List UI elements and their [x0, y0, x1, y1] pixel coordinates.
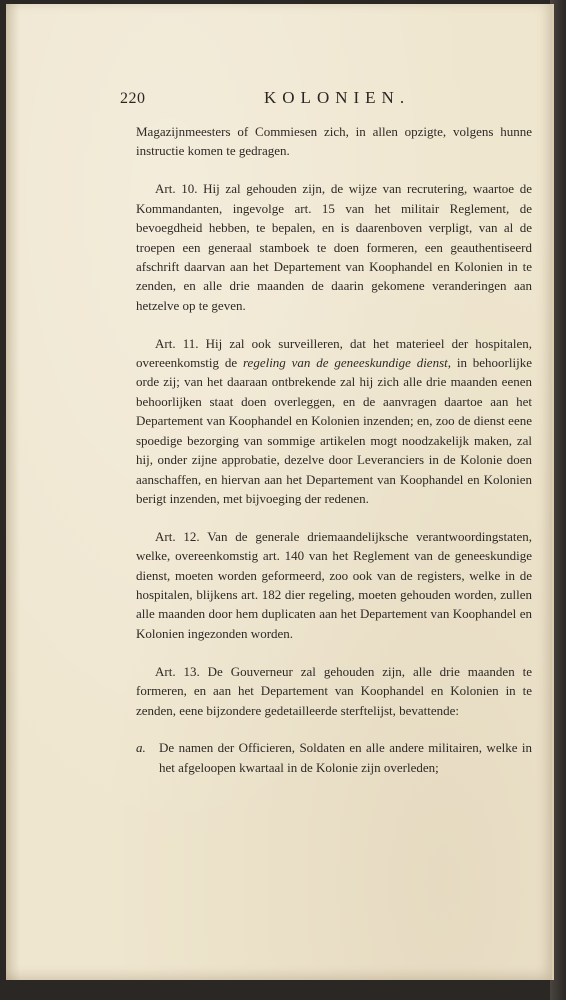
book-page: [6, 4, 554, 980]
body-text: [136, 122, 532, 777]
list-item-text: De namen der Officieren, Soldaten en alle andere militairen, welke in het afgeloopen kwartaal in de Kolonie zijn overleden;: [159, 740, 532, 775]
article-10: Art. 10. Hij zal gehouden zijn, de wijze van recrutering, waartoe de Kommandanten, ingevolge art. 15 van het militair Reglement, de bevoegdheid hebben, te bepalen, en is daarenboven verpligt, van al de troepen een generaal stamboek te doen formeren, een geauthentiseerd afschrift daarvan aan het Departement van Koophandel en Kolonien in te zenden, en alle drie maanden de daarin gekomene veranderingen aan hetzelve op te geven.: [136, 181, 532, 313]
list-item-a: [136, 738, 532, 777]
article-11-italic-reference: regeling van de geneeskundige dienst: [242, 355, 448, 371]
paragraph-continuation: Magazijnmeesters of Commiesen zich, in allen opzigte, volgens hunne instructie komen te gedragen.: [136, 124, 532, 159]
list-item-label: a.: [136, 740, 146, 756]
article-11-text-start: Art. 11. Hij zal ook surveilleren, dat het materieel der hospitalen, overeenkomstig de: [136, 335, 532, 371]
article-12: Art. 12. Van de generale driemaandelijksche verantwoordingstaten, welke, overeenkomstig art. 140 van het Reglement van de geneeskundige dienst, moeten worden geformeerd, zoo ook van de registers, welke in de hospitalen, blijkens art. 182 dier regeling, moeten gehouden worden, zullen alle maanden door hem duplicaten aan het Departement van Koophandel en Kolonien ingezonden worden.: [136, 528, 532, 641]
section-title: KOLONIEN.: [264, 88, 411, 107]
article-11: [136, 334, 532, 509]
running-head: [120, 90, 430, 114]
article-13: Art. 13. De Gouverneur zal gehouden zijn, alle drie maanden te formeren, en aan het Departement van Koophandel en Kolonien in te zenden, eene bijzondere gedetailleerde sterftelijst, bevattende:: [136, 663, 532, 718]
page-gutter-shadow: [6, 4, 20, 980]
page-number: 220: [120, 90, 146, 107]
article-11-text-end: , in behoorlijke orde zij; van het daaraan ontbrekende zal hij zich alle drie maanden eenen behoorlijken staat doen overleggen, en de aanvragen daartoe aan het Departement van Koophandel en Kolonien inzenden; en, zoo de dienst eene spoedige bezorging van sommige artikelen mogt noodzakelijk maken, zal hij, onder zijne approbatie, dezelve door Leveranciers in de Kolonie doen aanschaffen, en hiervan aan het Departement van Koophandel en Kolonien berigt inzenden, met bijvoeging der redenen.: [136, 355, 532, 506]
